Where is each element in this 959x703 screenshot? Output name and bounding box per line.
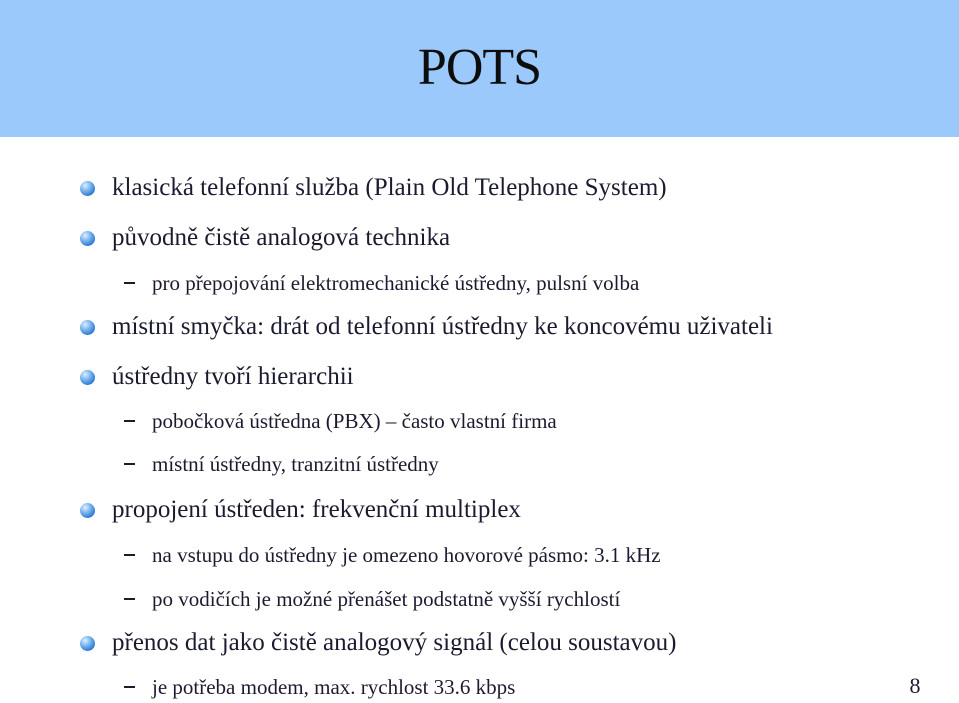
dash-icon (124, 463, 135, 465)
bullet-text: místní smyčka: drát od telefonní ústředny ke koncovému uživateli (112, 313, 773, 340)
sub-bullet-text: pro přepojování elektromechanické ústředny, pulsní volba (152, 271, 640, 295)
bullet-text: klasická telefonní služba (Plain Old Telephone System) (112, 174, 667, 201)
blue-dot-icon (80, 370, 95, 385)
sub-bullet-text: pobočková ústředna (PBX) – často vlastní firma (152, 409, 557, 433)
dash-icon (124, 282, 135, 284)
dash-icon (124, 598, 135, 600)
blue-dot-icon (80, 320, 95, 335)
sub-bullet-text: na vstupu do ústředny je omezeno hovorové pásmo: 3.1 kHz (152, 543, 661, 567)
blue-dot-icon (80, 181, 95, 196)
bullet-text: propojení ústředen: frekvenční multiplex (112, 496, 521, 523)
dash-icon (124, 420, 135, 422)
bullet-text: původně čistě analogová technika (112, 224, 451, 251)
blue-dot-icon (80, 231, 95, 246)
dash-icon (124, 686, 135, 688)
sub-bullet-text: je potřeba modem, max. rychlost 33.6 kbps (152, 675, 516, 699)
sub-bullet-text: po vodičích je možné přenášet podstatně vyšší rychlostí (152, 587, 621, 611)
bullet-text: ústředny tvoří hierarchii (112, 363, 354, 390)
page-number: 8 (909, 673, 921, 698)
dash-icon (124, 554, 135, 556)
blue-dot-icon (80, 503, 95, 518)
bullet-text: přenos dat jako čistě analogový signál (celou soustavou) (112, 629, 677, 656)
sub-bullet-text: místní ústředny, tranzitní ústředny (152, 452, 439, 476)
blue-dot-icon (80, 636, 95, 651)
slide-title: POTS (417, 39, 542, 96)
